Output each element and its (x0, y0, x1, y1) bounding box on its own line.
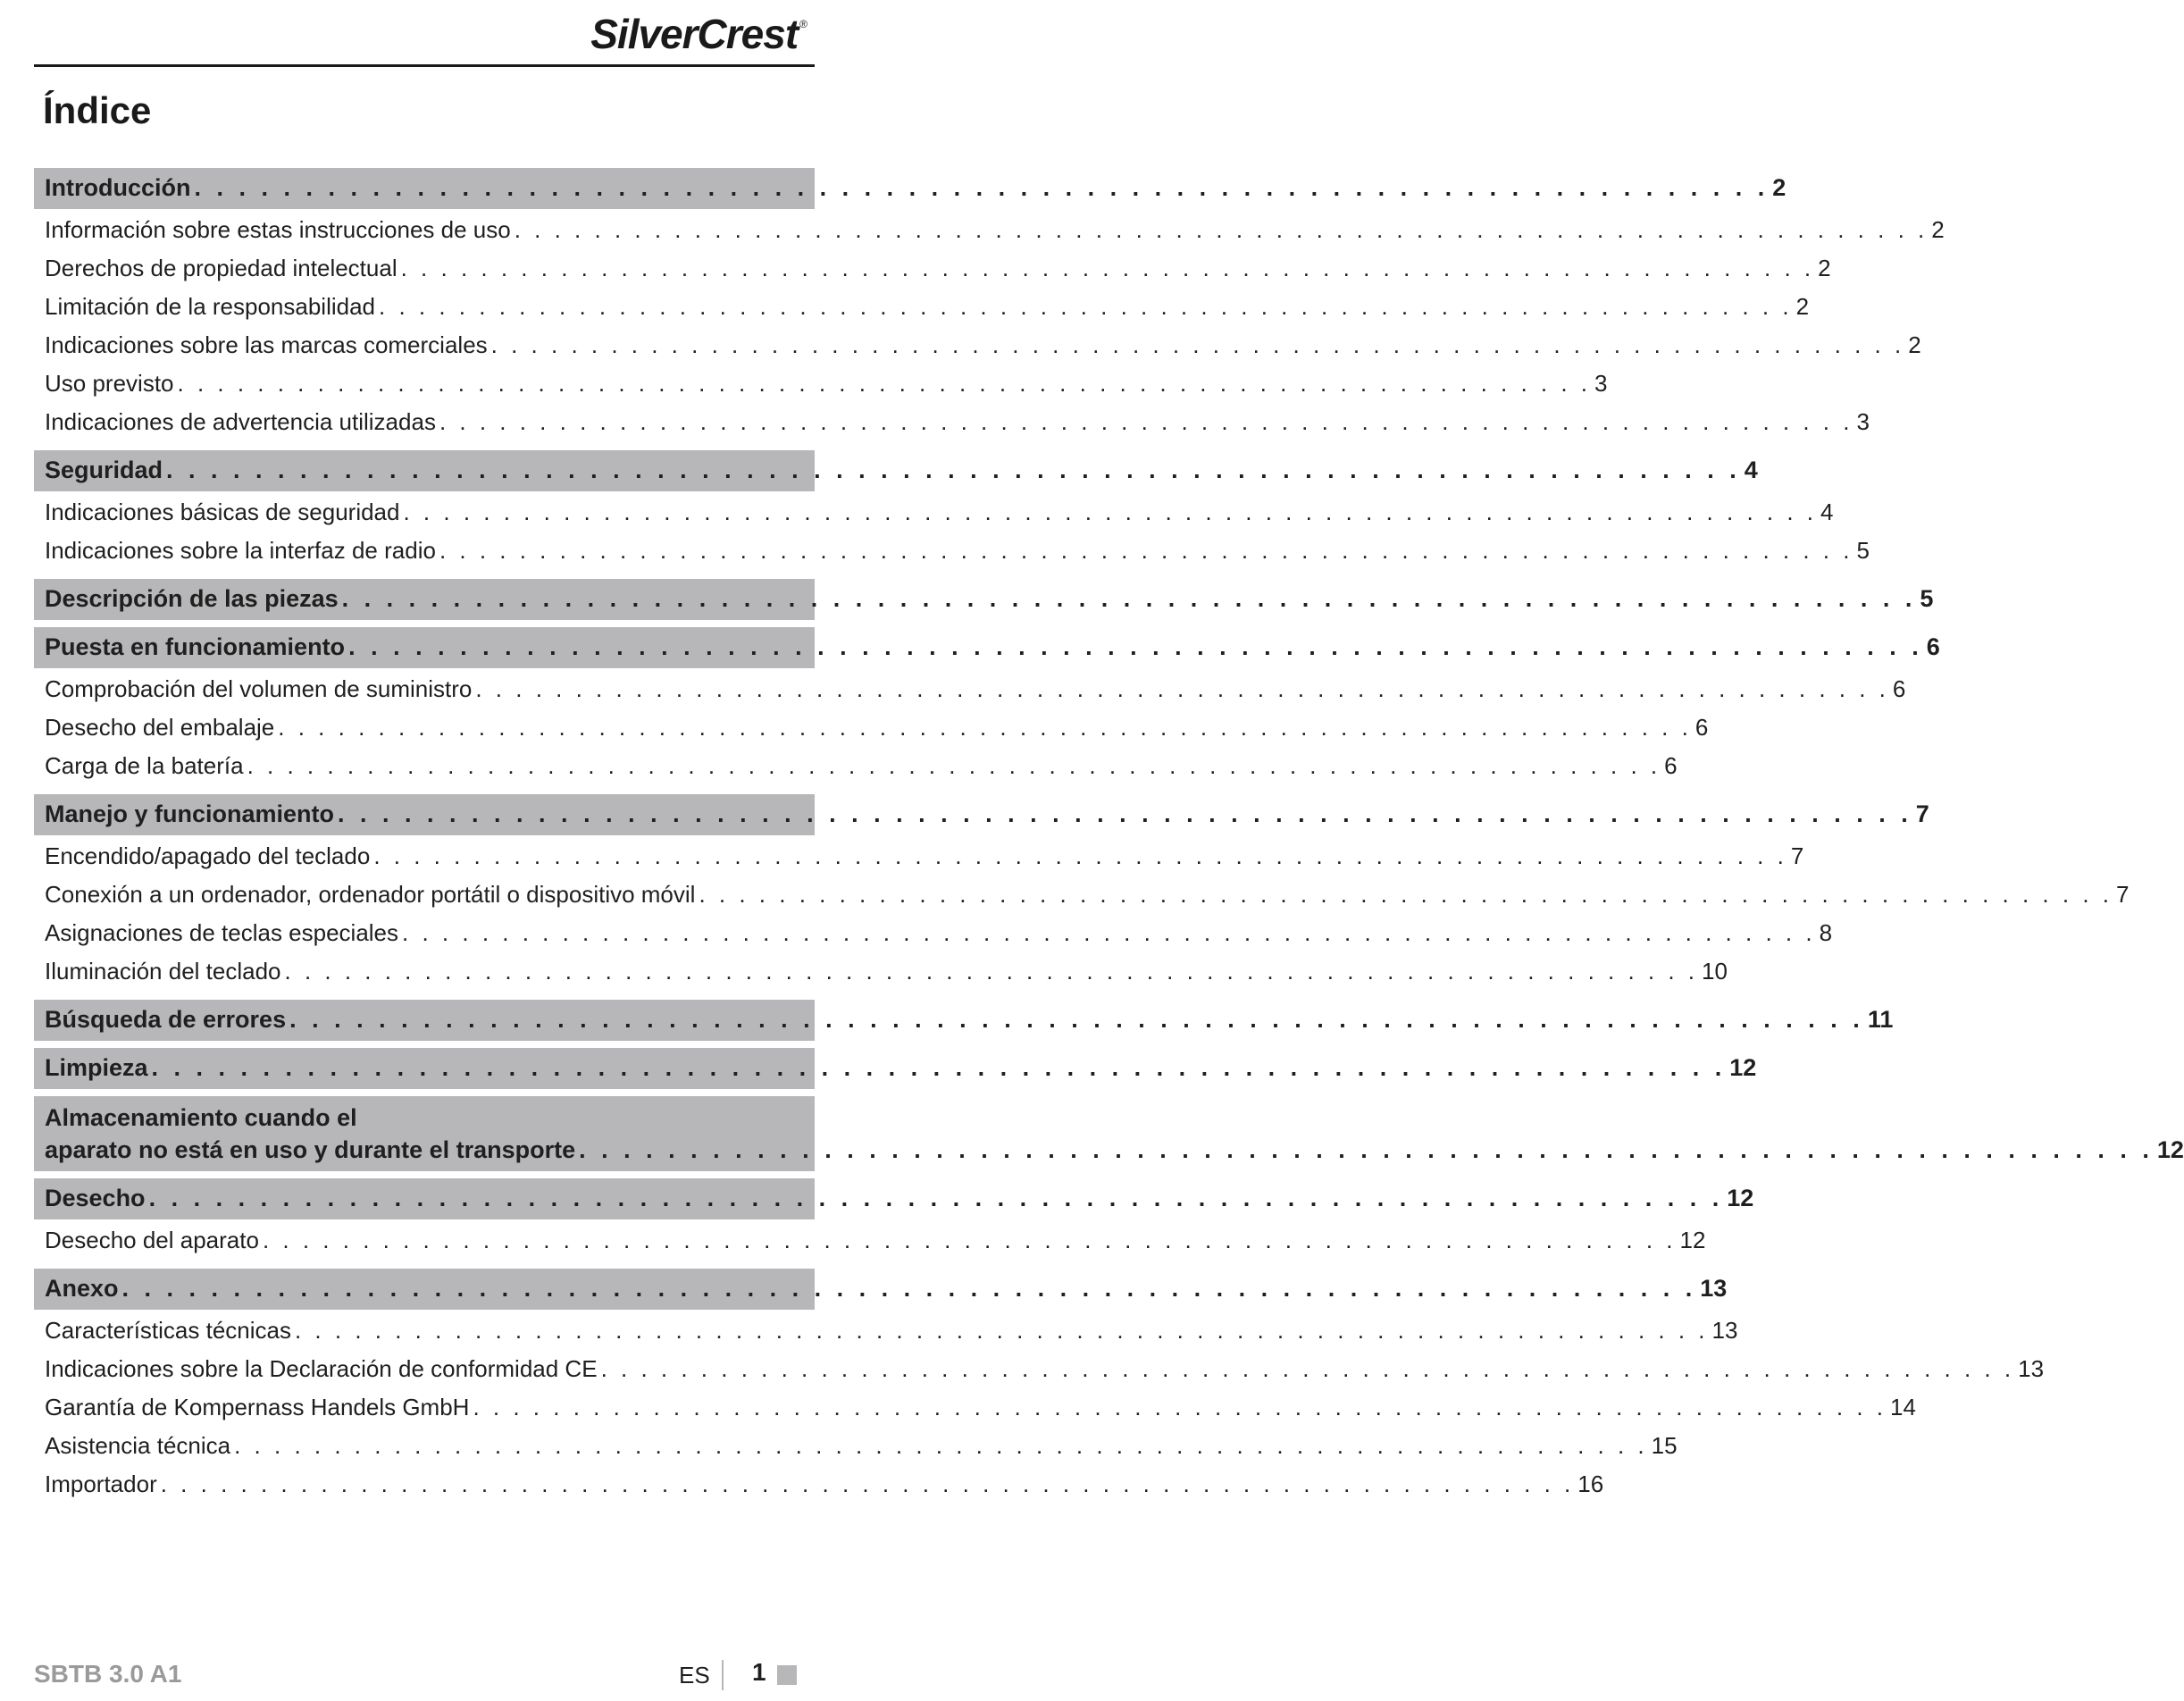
page-title: Índice (43, 89, 152, 131)
dot-leader: . . . . . . . . . . . . . . . . . . . . . . . . . . . . . . . . . . . . . . . . . . . . . . . . . . . . . . . . . . . . . . . . . . . . . . . (289, 1006, 1864, 1033)
dot-leader: . . . . . . . . . . . . . . . . . . . . . . . . . . . . . . . . . . . . . . . . . . . . . . . . . . . . . . . . . . . . . . . . . . . . . . . (699, 881, 2113, 908)
toc-subsection-list (34, 1310, 2045, 1505)
footer-marker (777, 1665, 797, 1685)
dot-leader: . . . . . . . . . . . . . . . . . . . . . . . . . . . . . . . . . . . . . . . . . . . . . . . . . . . . . . . . . . . . . . . . . . . . . . . (194, 174, 1770, 201)
page-number: 6 (1664, 752, 1678, 779)
footer-language: ES (679, 1662, 710, 1688)
dot-leader: . . . . . . . . . . . . . . . . . . . . . . . . . . . . . . . . . . . . . . . . . . . . . . . . . . . . . . . . . . . . . . . . . . . . . . . (121, 1275, 1697, 1302)
page-number: 2 (1931, 216, 1945, 243)
page-number: 8 (1819, 919, 1833, 946)
toc-entry[interactable] (34, 249, 1831, 288)
toc-entry[interactable] (34, 1311, 1738, 1350)
footer-page-number: 1 (752, 1658, 766, 1686)
page-number: 10 (1702, 958, 1728, 985)
dot-leader: . . . . . . . . . . . . . . . . . . . . . . . . . . . . . . . . . . . . . . . . . . . . . . . . . . . . . . . . . . . . . . . . . . . . . . . (403, 499, 1818, 525)
entry-title: Asistencia técnica (45, 1432, 231, 1459)
dot-leader: . . . . . . . . . . . . . . . . . . . . . . . . . . . . . . . . . . . . . . . . . . . . . . . . . . . . . . . . . . . . . . . . . . . . . . . (177, 370, 1592, 397)
toc-subsection-list (34, 1219, 1706, 1261)
dot-leader: . . . . . . . . . . . . . . . . . . . . . . . . . . . . . . . . . . . . . . . . . . . . . . . . . . . . . . . . . . . . . . . . . . . . . . . (262, 1227, 1677, 1253)
section-title: Manejo y funcionamiento (45, 800, 335, 827)
page-number: 15 (1651, 1432, 1678, 1459)
dot-leader: . . . . . . . . . . . . . . . . . . . . . . . . . . . . . . . . . . . . . . . . . . . . . . . . . . . . . . . . . . . . . . . . . . . . . . . (600, 1355, 2015, 1382)
brand-logo (509, 7, 849, 61)
page-number: 3 (1594, 370, 1608, 397)
entry-title: Indicaciones de advertencia utilizadas (45, 408, 436, 435)
page-number: 12 (1727, 1185, 1754, 1211)
page-number: 6 (1892, 675, 1906, 702)
dot-leader: . . . . . . . . . . . . . . . . . . . . . . . . . . . . . . . . . . . . . . . . . . . . . . . . . . . . . . . . . . . . . . . . . . . . . . . (166, 457, 1741, 483)
page-number: 2 (1772, 174, 1787, 201)
entry-title: Asignaciones de teclas especiales (45, 919, 399, 946)
section-title: aparato no está en uso y durante el transporte (45, 1136, 576, 1163)
toc-section[interactable] (34, 168, 1787, 209)
toc-entry[interactable] (34, 747, 1678, 785)
page-number: 6 (1694, 714, 1709, 741)
section-title: Seguridad (45, 457, 163, 483)
page-number: 12 (1729, 1054, 1757, 1081)
brand-name: SilverCrest (590, 11, 799, 57)
page-number: 14 (1890, 1394, 1916, 1420)
entry-title: Derechos de propiedad intelectual (45, 255, 397, 281)
section-title: Puesta en funcionamiento (45, 633, 346, 660)
toc-entry[interactable] (34, 1427, 1678, 1465)
section-title: Descripción de las piezas (45, 585, 339, 612)
page-number: 5 (1920, 585, 1934, 612)
entry-title: Características técnicas (45, 1317, 291, 1344)
toc-entry[interactable] (34, 914, 1833, 952)
entry-title: Carga de la batería (45, 752, 244, 779)
section-title: Desecho (45, 1185, 146, 1211)
toc-section[interactable] (34, 1096, 2184, 1171)
section-title-line1: Almacenamiento cuando el (45, 1104, 357, 1131)
dot-leader: . . . . . . . . . . . . . . . . . . . . . . . . . . . . . . . . . . . . . . . . . . . . . . . . . . . . . . . . . . . . . . . . . . . . . . . (473, 1394, 1887, 1420)
section-title: Limpieza (45, 1054, 148, 1081)
table-of-contents (34, 168, 2184, 1505)
dot-leader: . . . . . . . . . . . . . . . . . . . . . . . . . . . . . . . . . . . . . . . . . . . . . . . . . . . . . . . . . . . . . . . . . . . . . . . (278, 714, 1692, 741)
dot-leader: . . . . . . . . . . . . . . . . . . . . . . . . . . . . . . . . . . . . . . . . . . . . . . . . . . . . . . . . . . . . . . . . . . . . . . . (402, 919, 1816, 946)
toc-entry[interactable] (34, 1388, 1916, 1427)
entry-title: Indicaciones básicas de seguridad (45, 499, 400, 525)
toc-section[interactable] (34, 1269, 1728, 1310)
page-number: 16 (1577, 1471, 1604, 1497)
page-number: 4 (1820, 499, 1834, 525)
toc-entry[interactable] (34, 403, 1870, 441)
dot-leader: . . . . . . . . . . . . . . . . . . . . . . . . . . . . . . . . . . . . . . . . . . . . . . . . . . . . . . . . . . . . . . . . . . . . . . . (514, 216, 1929, 243)
page-number: 13 (1711, 1317, 1738, 1344)
page-number: 2 (1818, 255, 1831, 281)
toc-entry[interactable] (34, 364, 1608, 403)
dot-leader: . . . . . . . . . . . . . . . . . . . . . . . . . . . . . . . . . . . . . . . . . . . . . . . . . . . . . . . . . . . . . . . . . . . . . . . (294, 1317, 1709, 1344)
footer-separator (722, 1660, 724, 1690)
dot-leader: . . . . . . . . . . . . . . . . . . . . . . . . . . . . . . . . . . . . . . . . . . . . . . . . . . . . . . . . . . . . . . . . . . . . . . . (247, 752, 1661, 779)
entry-title: Indicaciones sobre la interfaz de radio (45, 537, 436, 564)
toc-entry[interactable] (34, 708, 1709, 747)
entry-title: Desecho del embalaje (45, 714, 275, 741)
page-number: 2 (1908, 331, 1921, 358)
dot-leader: . . . . . . . . . . . . . . . . . . . . . . . . . . . . . . . . . . . . . . . . . . . . . . . . . . . . . . . . . . . . . . . . . . . . . . . (373, 842, 1787, 869)
section-title: Búsqueda de errores (45, 1006, 287, 1033)
toc-section[interactable] (34, 1178, 1754, 1219)
dot-leader: . . . . . . . . . . . . . . . . . . . . . . . . . . . . . . . . . . . . . . . . . . . . . . . . . . . . . . . . . . . . . . . . . . . . . . . (234, 1432, 1648, 1459)
dot-leader: . . . . . . . . . . . . . . . . . . . . . . . . . . . . . . . . . . . . . . . . . . . . . . . . . . . . . . . . . . . . . . . . . . . . . . . (439, 408, 1853, 435)
entry-title: Comprobación del volumen de suministro (45, 675, 473, 702)
dot-leader: . . . . . . . . . . . . . . . . . . . . . . . . . . . . . . . . . . . . . . . . . . . . . . . . . . . . . . . . . . . . . . . . . . . . . . . (284, 958, 1699, 985)
toc-entry[interactable] (34, 1465, 1604, 1504)
toc-subsection-list (34, 209, 1945, 443)
toc-subsection-list (34, 835, 2130, 993)
dot-leader: . . . . . . . . . . . . . . . . . . . . . . . . . . . . . . . . . . . . . . . . . . . . . . . . . . . . . . . . . . . . . . . . . . . . . . . (475, 675, 1889, 702)
dot-leader: . . . . . . . . . . . . . . . . . . . . . . . . . . . . . . . . . . . . . . . . . . . . . . . . . . . . . . . . . . . . . . . . . . . . . . . (400, 255, 1815, 281)
toc-entry[interactable] (34, 952, 1728, 991)
page-number: 3 (1856, 408, 1870, 435)
toc-section[interactable] (34, 794, 1929, 835)
entry-title: Encendido/apagado del teclado (45, 842, 371, 869)
toc-entry[interactable] (34, 532, 1870, 570)
toc-subsection-list (34, 491, 1870, 572)
dot-leader: . . . . . . . . . . . . . . . . . . . . . . . . . . . . . . . . . . . . . . . . . . . . . . . . . . . . . . . . . . . . . . . . . . . . . . . (579, 1136, 2154, 1163)
toc-entry[interactable] (34, 211, 1945, 249)
page-number: 13 (2018, 1355, 2045, 1382)
page-number: 7 (1915, 800, 1929, 827)
toc-entry[interactable] (34, 1221, 1706, 1260)
entry-title: Uso previsto (45, 370, 174, 397)
dot-leader: . . . . . . . . . . . . . . . . . . . . . . . . . . . . . . . . . . . . . . . . . . . . . . . . . . . . . . . . . . . . . . . . . . . . . . . (439, 537, 1853, 564)
page-number: 11 (1867, 1006, 1894, 1033)
entry-title: Limitación de la responsabilidad (45, 293, 376, 320)
section-title: Introducción (45, 174, 191, 201)
dot-leader: . . . . . . . . . . . . . . . . . . . . . . . . . . . . . . . . . . . . . . . . . . . . . . . . . . . . . . . . . . . . . . . . . . . . . . . (148, 1185, 1724, 1211)
toc-section[interactable] (34, 1048, 1757, 1089)
toc-entry[interactable] (34, 837, 1804, 876)
toc-entry[interactable] (34, 326, 1921, 364)
entry-title: Indicaciones sobre las marcas comerciales (45, 331, 488, 358)
header-rule (34, 64, 815, 67)
toc-section[interactable] (34, 450, 1758, 491)
toc-entry[interactable] (34, 670, 1906, 708)
page-number: 12 (2156, 1136, 2184, 1163)
dot-leader: . . . . . . . . . . . . . . . . . . . . . . . . . . . . . . . . . . . . . . . . . . . . . . . . . . . . . . . . . . . . . . . . . . . . . . . (379, 293, 1793, 320)
toc-section[interactable] (34, 627, 1940, 668)
toc-entry[interactable] (34, 1350, 2045, 1388)
toc-section[interactable] (34, 1000, 1894, 1041)
entry-title: Conexión a un ordenador, ordenador portátil o dispositivo móvil (45, 881, 696, 908)
dot-leader: . . . . . . . . . . . . . . . . . . . . . . . . . . . . . . . . . . . . . . . . . . . . . . . . . . . . . . . . . . . . . . . . . . . . . . . (160, 1471, 1575, 1497)
page-number: 7 (2116, 881, 2130, 908)
toc-entry[interactable] (34, 876, 2130, 914)
dot-leader: . . . . . . . . . . . . . . . . . . . . . . . . . . . . . . . . . . . . . . . . . . . . . . . . . . . . . . . . . . . . . . . . . . . . . . . (151, 1054, 1727, 1081)
section-title: Anexo (45, 1275, 119, 1302)
page-number: 4 (1744, 457, 1758, 483)
entry-title: Desecho del aparato (45, 1227, 259, 1253)
dot-leader: . . . . . . . . . . . . . . . . . . . . . . . . . . . . . . . . . . . . . . . . . . . . . . . . . . . . . . . . . . . . . . . . . . . . . . . (490, 331, 1905, 358)
entry-title: Garantía de Kompernass Handels GmbH (45, 1394, 470, 1420)
entry-title: Importador (45, 1471, 157, 1497)
page-number: 6 (1926, 633, 1940, 660)
entry-title: Información sobre estas instrucciones de uso (45, 216, 511, 243)
dot-leader: . . . . . . . . . . . . . . . . . . . . . . . . . . . . . . . . . . . . . . . . . . . . . . . . . . . . . . . . . . . . . . . . . . . . . . . (338, 800, 1912, 827)
toc-entry[interactable] (34, 288, 1810, 326)
registered-mark: ® (799, 18, 807, 30)
page-number: 12 (1679, 1227, 1706, 1253)
page-number: 5 (1856, 537, 1870, 564)
toc-section[interactable] (34, 579, 1934, 620)
dot-leader: . . . . . . . . . . . . . . . . . . . . . . . . . . . . . . . . . . . . . . . . . . . . . . . . . . . . . . . . . . . . . . . . . . . . . . . (341, 585, 1917, 612)
entry-title: Iluminación del teclado (45, 958, 281, 985)
entry-title: Indicaciones sobre la Declaración de conformidad CE (45, 1355, 598, 1382)
page-number: 7 (1790, 842, 1804, 869)
toc-subsection-list (34, 668, 1906, 787)
footer-model: SBTB 3.0 A1 (34, 1660, 182, 1688)
toc-entry[interactable] (34, 493, 1834, 532)
page-number: 2 (1795, 293, 1810, 320)
page-number: 13 (1700, 1275, 1728, 1302)
dot-leader: . . . . . . . . . . . . . . . . . . . . . . . . . . . . . . . . . . . . . . . . . . . . . . . . . . . . . . . . . . . . . . . . . . . . . . . (348, 633, 1923, 660)
